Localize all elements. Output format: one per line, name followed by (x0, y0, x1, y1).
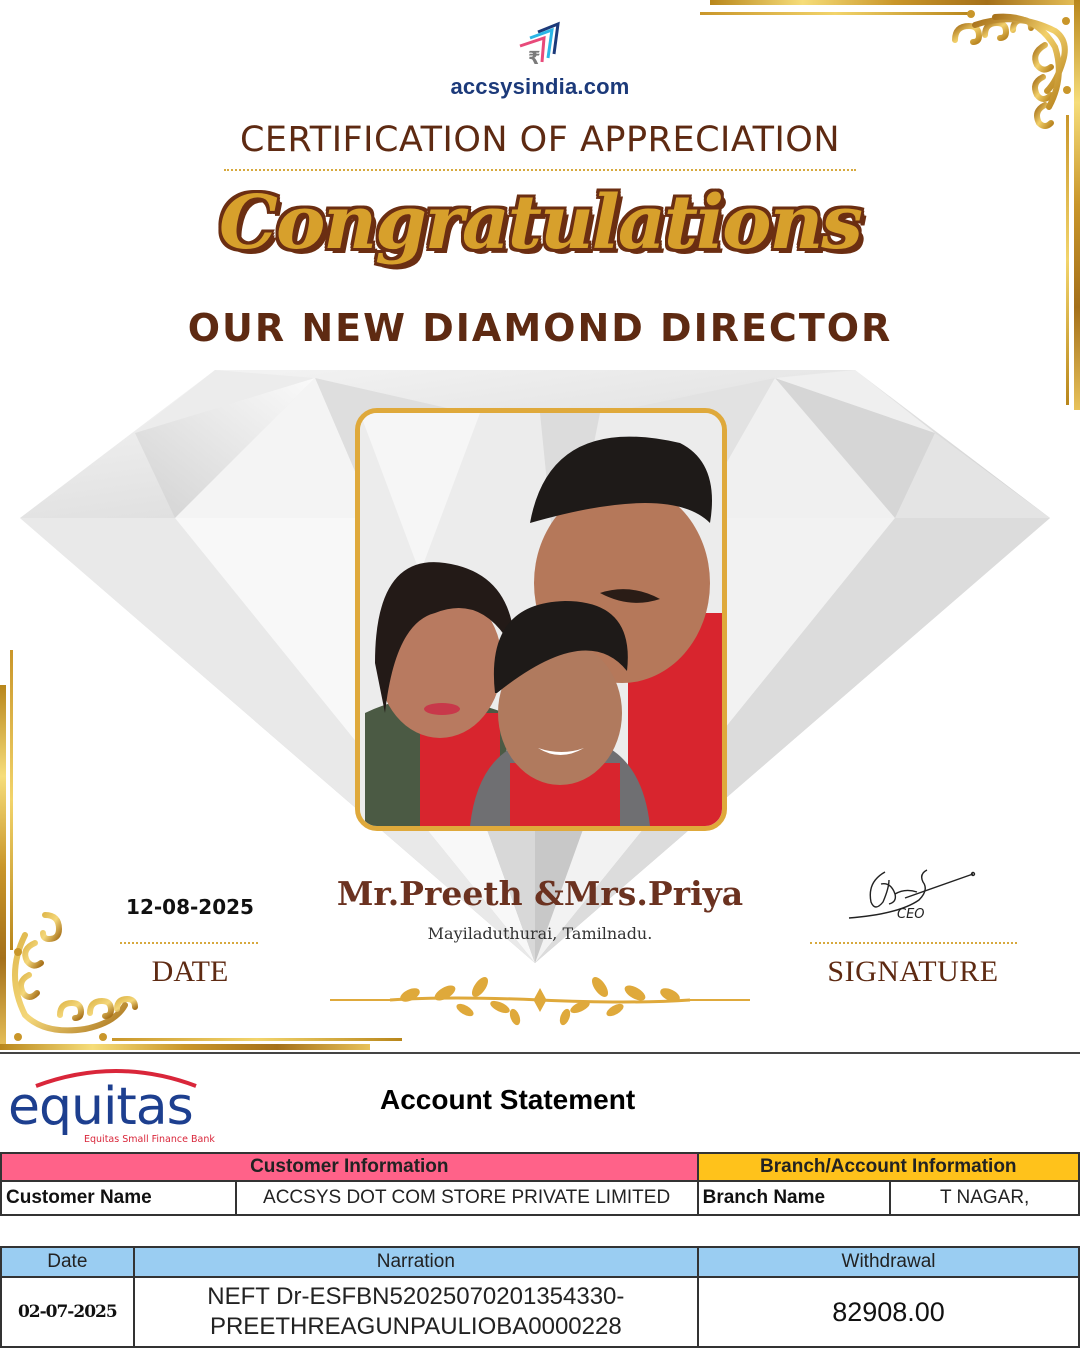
account-statement-title: Account Statement (380, 1084, 636, 1115)
recipient-location: Mayiladuthurai, Tamilnadu. (427, 924, 653, 943)
signature-divider (810, 942, 1017, 944)
ceo-signature (845, 862, 985, 926)
branch-name-label: Branch Name (698, 1181, 891, 1215)
gold-frame-bottom-inner (112, 1038, 402, 1041)
svg-text:equitas: equitas (8, 1077, 193, 1137)
gold-frame-top-inner (700, 12, 970, 15)
narration-line-1: NEFT Dr-ESFBN52025070201354330- (207, 1283, 625, 1310)
customer-name-value: ACCSYS DOT COM STORE PRIVATE LIMITED (236, 1181, 698, 1215)
congratulations-headline: Congratulations (219, 180, 861, 266)
date-divider (120, 942, 258, 944)
table-row (1, 1277, 1079, 1347)
rupee-document-icon (510, 18, 570, 70)
title-divider (224, 169, 856, 171)
customer-name-label: Customer Name (1, 1181, 236, 1215)
svg-text:₹: ₹ (528, 48, 541, 69)
svg-text:Equitas Small Finance Bank: Equitas Small Finance Bank (84, 1134, 215, 1145)
certificate-date-value: 12-08-2025 (126, 895, 254, 919)
certificate-title: CERTIFICATION OF APPRECIATION (239, 120, 840, 160)
column-header-date: Date (1, 1247, 134, 1277)
transaction-withdrawal: 82908.00 (698, 1277, 1079, 1347)
account-info-table (0, 1152, 1080, 1216)
transaction-date: 02-07-2025 (1, 1277, 134, 1347)
branch-name-value: T NAGAR, (890, 1181, 1079, 1215)
transactions-table (0, 1246, 1080, 1348)
recipient-names: Mr.Preeth &Mrs.Priya (336, 874, 744, 913)
column-header-withdrawal: Withdrawal (698, 1247, 1079, 1277)
brand-logo (0, 18, 1080, 100)
customer-information-header: Customer Information (1, 1153, 698, 1181)
signature-label: SIGNATURE (827, 955, 999, 988)
brand-site: accsysindia.com (450, 74, 630, 99)
recipient-photo (355, 408, 727, 831)
certificate-subtitle: OUR NEW DIAMOND DIRECTOR (187, 306, 893, 350)
leaf-ornament-divider-icon (330, 975, 750, 1027)
branch-information-header: Branch/Account Information (698, 1153, 1079, 1181)
narration-line-2: PREETHREAGUNPAULIOBA0000228 (209, 1313, 622, 1340)
bank-statement (0, 1052, 1080, 1350)
svg-text:CEO: CEO (897, 907, 925, 922)
transaction-narration (134, 1277, 698, 1347)
family-photo-illustration (360, 413, 722, 826)
equitas-bank-logo (6, 1066, 246, 1146)
column-header-narration: Narration (134, 1247, 698, 1277)
date-label: DATE (151, 955, 229, 988)
